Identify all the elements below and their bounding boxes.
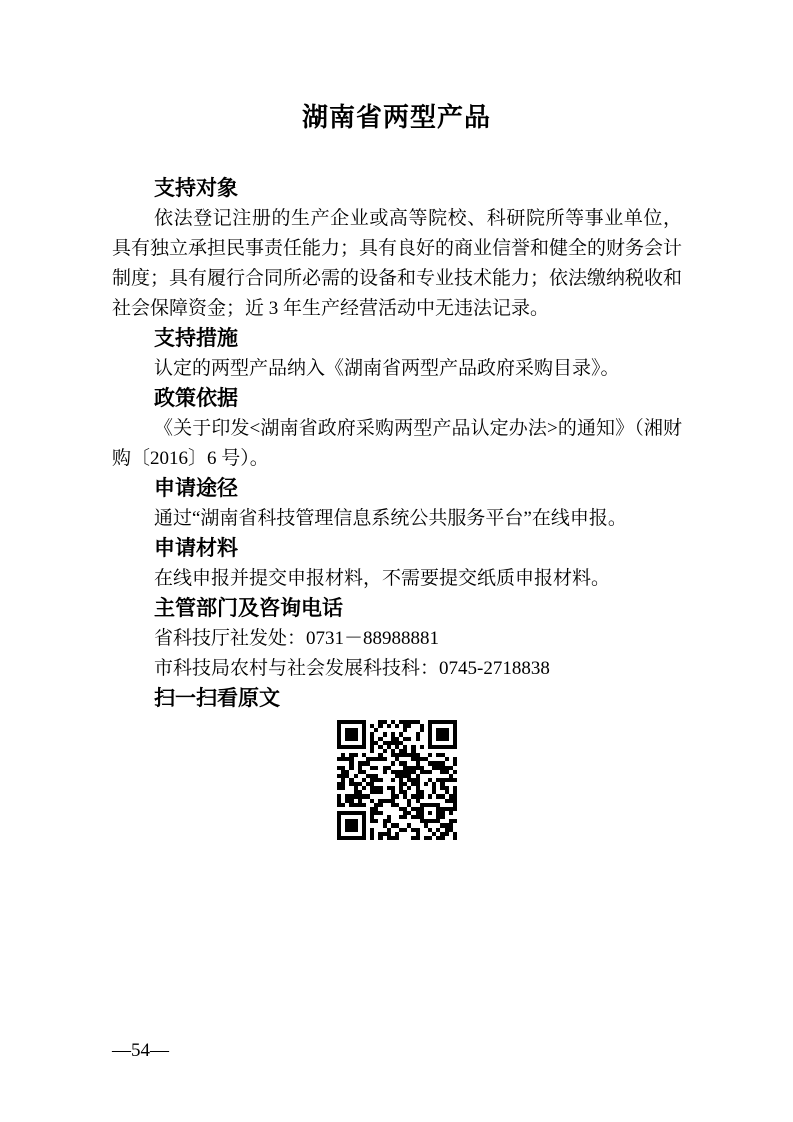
section-body-policy-basis: 《关于印发<湖南省政府采购两型产品认定办法>的通知》（湘财购〔2016〕6 号）。 (112, 418, 682, 469)
page-number: —54— (112, 1040, 169, 1061)
section-heading-support-target: 支持对象 (154, 177, 238, 200)
section-heading-scan-original: 扫一扫看原文 (154, 687, 280, 710)
qr-code-icon (337, 720, 457, 840)
section-body-application-materials: 在线申报并提交申报材料，不需要提交纸质申报材料。 (154, 568, 611, 589)
section-heading-department-phone: 主管部门及咨询电话 (154, 597, 343, 620)
qr-code-container (112, 720, 682, 850)
contact-line-city: 市科技局农村与社会发展科技科：0745-2718838 (154, 658, 550, 679)
section-heading-policy-basis: 政策依据 (154, 387, 238, 410)
section-body-support-measures: 认定的两型产品纳入《湖南省两型产品政府采购目录》。 (154, 358, 620, 379)
section-body-support-target: 依法登记注册的生产企业或高等院校、科研院所等事业单位，具有独立承担民事责任能力；具有良好的商业信誉和健全的财务会计制度；具有履行合同所必需的设备和专业技术能力；依法缴纳税收和社会保障资金；近 3 年生产经营活动中无违法记录。 (112, 208, 683, 319)
page-title: 湖南省两型产品 (301, 103, 491, 132)
section-heading-support-measures: 支持措施 (154, 327, 238, 350)
contact-line-province: 省科技厅社发处：0731－88988881 (154, 628, 440, 649)
section-body-application-channel: 通过“湖南省科技管理信息系统公共服务平台”在线申报。 (154, 508, 627, 529)
section-heading-application-channel: 申请途径 (154, 477, 238, 500)
section-heading-application-materials: 申请材料 (154, 537, 238, 560)
document-body (112, 174, 682, 850)
